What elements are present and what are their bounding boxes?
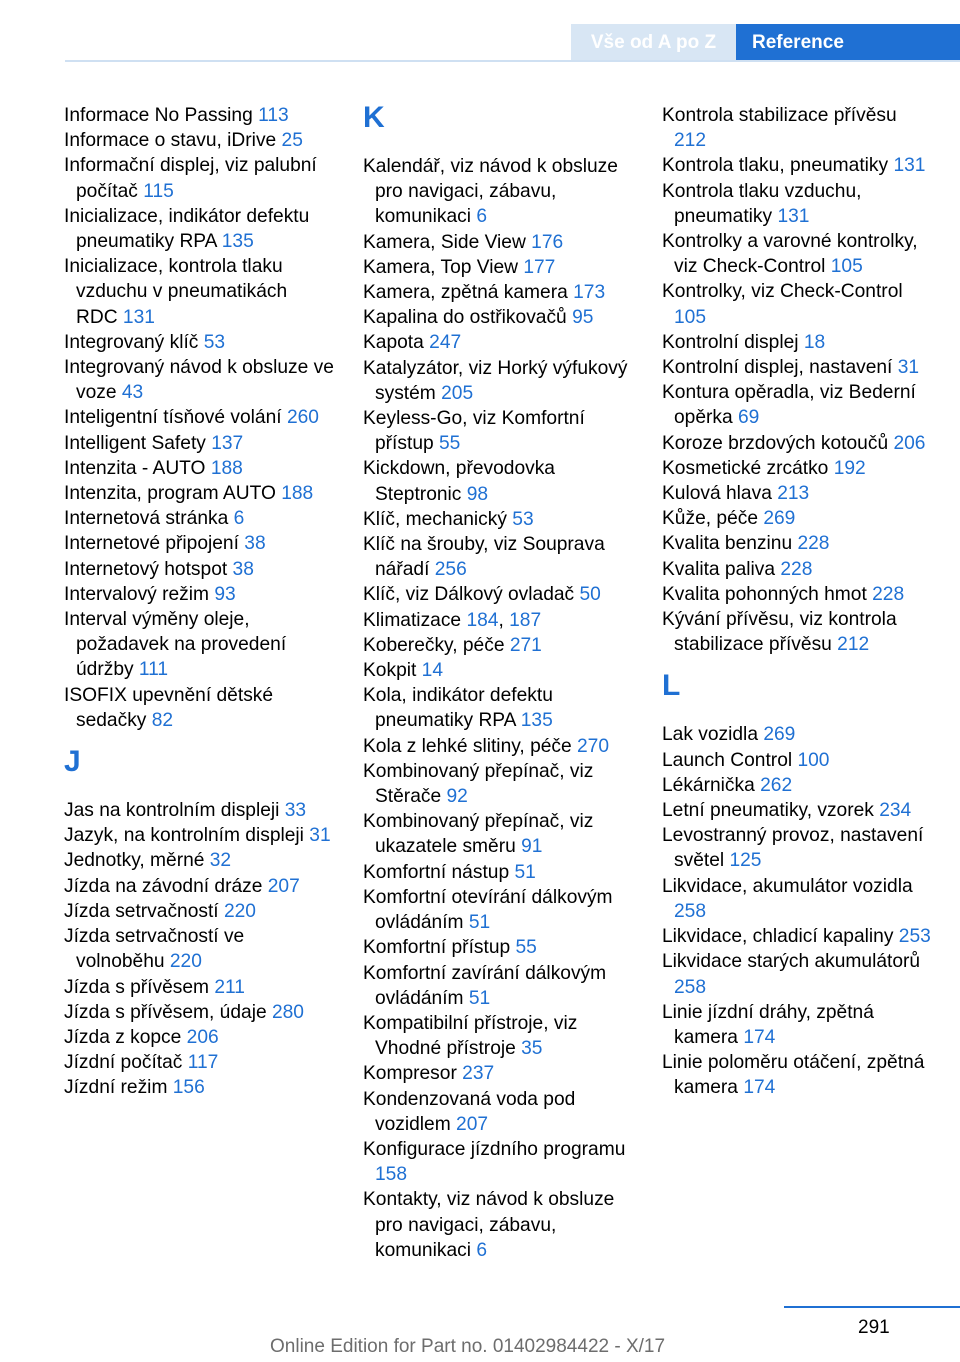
page-link[interactable]: 105 [674, 306, 707, 328]
index-term: Kontrolky, viz Check-Control [662, 281, 903, 303]
index-entry [363, 356, 633, 406]
index-entry [64, 924, 334, 974]
page-link[interactable]: 18 [803, 331, 826, 353]
index-term: Internetový hotspot [64, 558, 233, 580]
index-entry [662, 1050, 932, 1100]
page-link[interactable]: 50 [579, 584, 601, 606]
index-term: Kontura opěradla, viz Bederní opěrka [662, 382, 916, 429]
page-link[interactable]: 156 [172, 1077, 205, 1099]
page-link[interactable]: 188 [210, 457, 243, 479]
index-term: Informační displej, viz palubní počítač [64, 155, 317, 202]
index-term: Informace No Passing [64, 105, 259, 126]
index-entry [64, 481, 334, 506]
page-link[interactable]: 55 [515, 937, 537, 959]
index-letter-heading: K [363, 101, 385, 134]
index-entry [363, 935, 633, 960]
footer-rule [784, 1306, 960, 1308]
index-entry [662, 456, 932, 481]
page-link[interactable]: 131 [777, 205, 810, 227]
index-term: Jednotky, měrné [64, 850, 210, 872]
page-link[interactable]: 135 [221, 231, 254, 253]
header-bar [0, 0, 960, 62]
index-term: Kývání přívěsu, viz kontrola stabilizace přívěsu [662, 609, 897, 656]
page-link[interactable]: 228 [797, 533, 830, 555]
page-link[interactable]: 32 [209, 850, 232, 872]
index-entry [64, 103, 334, 128]
index-term: Keyless-Go, viz Komfortní přístup [363, 408, 585, 455]
index-entry [363, 582, 633, 607]
active-tab-reference[interactable]: Reference [736, 24, 960, 61]
index-entry [363, 406, 633, 456]
index-term: Jízda s přívěsem, údaje [64, 1001, 272, 1023]
index-term: ISOFIX upevnění dětské sedačky [64, 684, 274, 731]
index-term: Konfigurace jízdního programu [363, 1138, 626, 1160]
index-entry [662, 330, 932, 355]
index-entry [363, 456, 633, 506]
index-entry [662, 531, 932, 556]
index-entry [64, 431, 334, 456]
index-term: Jízda na závodní dráze [64, 875, 268, 897]
index-term: Klimatizace [363, 609, 467, 631]
index-term: Intenzita, program AUTO [64, 483, 282, 505]
index-entry [662, 481, 932, 506]
index-entry [662, 229, 932, 279]
index-entry [64, 683, 334, 733]
index-entry [64, 204, 334, 254]
index-entry [64, 607, 334, 683]
page-link[interactable]: 117 [187, 1052, 219, 1074]
section-tab[interactable]: Vše od A po Z [571, 24, 736, 61]
page-link[interactable]: 220 [223, 900, 256, 922]
page-number: 291 [858, 1317, 890, 1338]
index-entry [363, 1137, 633, 1187]
index-entry [363, 683, 633, 733]
page-link[interactable]: 158 [375, 1164, 408, 1186]
index-term: Intelligent Safety [64, 432, 212, 454]
page-link[interactable]: 187 [509, 609, 542, 631]
page-link[interactable]: 280 [271, 1001, 304, 1023]
page-link[interactable]: 115 [143, 180, 174, 202]
index-entry [662, 355, 932, 380]
page-link[interactable]: 270 [577, 735, 610, 757]
page-link[interactable]: 258 [674, 976, 707, 998]
index-term: Kontrolní displej [662, 331, 804, 353]
index-column-3 [662, 103, 932, 1101]
index-term: Levostranný provoz, nastavení světel [662, 825, 924, 872]
index-entry [363, 759, 633, 809]
page-link[interactable]: 91 [521, 836, 543, 858]
index-term: Klíč, viz Dálkový ovladač [363, 584, 580, 606]
index-column-2 [363, 103, 633, 1263]
index-entry [64, 128, 334, 153]
index-entry [662, 103, 932, 153]
page-link[interactable]: 14 [421, 660, 444, 682]
index-entry [64, 975, 334, 1000]
index-term: Jízdní počítač [64, 1052, 188, 1074]
index-entry [662, 722, 932, 747]
index-entry [363, 305, 633, 330]
page-link[interactable]: 6 [476, 1239, 487, 1261]
index-entry [64, 874, 334, 899]
page-link[interactable]: 212 [674, 130, 707, 152]
page-link[interactable]: 207 [456, 1113, 489, 1135]
index-letter-heading: J [64, 745, 81, 779]
index-entry [64, 582, 334, 607]
index-entry [64, 1025, 334, 1050]
index-entry [662, 179, 932, 229]
index-term: Kulová hlava [662, 483, 778, 505]
page-link[interactable]: 35 [521, 1038, 543, 1060]
edition-footer: Online Edition for Part no. 01402984422 - X/17 [270, 1336, 666, 1357]
index-term: Kalendář, viz návod k obsluze pro navigaci, zábavu, komunikaci [363, 156, 618, 228]
index-term: Intervalový režim [64, 583, 215, 605]
index-term: Kamera, Side View [363, 231, 532, 253]
page-link[interactable]: 55 [439, 433, 461, 455]
index-term: Kontrola stabilizace přívěsu [662, 105, 897, 126]
page-link[interactable]: 237 [462, 1063, 495, 1085]
index-term: Integrovaný návod k obsluze ve voze [64, 357, 334, 404]
index-entry [363, 608, 633, 633]
index-entry [363, 860, 633, 885]
page-link[interactable]: 260 [286, 407, 319, 429]
page-link[interactable]: 176 [531, 231, 564, 253]
index-entry [363, 658, 633, 683]
index-entry [662, 823, 932, 873]
section-gap [662, 657, 932, 671]
index-column-1 [64, 103, 334, 1101]
page-link[interactable]: 271 [509, 634, 542, 656]
page-link[interactable]: 113 [258, 105, 289, 126]
index-term: Inicializace, indikátor defektu pneumatiky RPA [64, 205, 310, 253]
page-link[interactable]: 125 [729, 850, 762, 872]
index-entry [363, 532, 633, 582]
index-term: Kompresor [363, 1063, 463, 1085]
page-link[interactable]: 177 [523, 256, 556, 278]
index-entry [363, 809, 633, 859]
index-term: Jízda setrvačností [64, 900, 224, 922]
page-link[interactable]: 174 [743, 1077, 776, 1099]
page-link[interactable]: 269 [763, 724, 796, 746]
index-term: Kontrola tlaku vzduchu, pneumatiky [662, 180, 862, 227]
index-entry [662, 380, 932, 430]
index-entry [363, 280, 633, 305]
page-link[interactable]: 98 [466, 483, 489, 505]
index-term: Komfortní nástup [363, 861, 515, 883]
index-term: Jazyk, na kontrolním displeji [64, 825, 310, 847]
index-entry [662, 1000, 932, 1050]
page-link[interactable]: 31 [897, 357, 920, 379]
page-link[interactable]: 174 [743, 1026, 776, 1048]
index-term: Internetové připojení [64, 533, 245, 555]
index-term: Linie poloměru otáčení, zpětná kamera [662, 1052, 925, 1099]
index-entry [662, 798, 932, 823]
index-entry [64, 1000, 334, 1025]
page-link[interactable]: 95 [572, 307, 594, 329]
index-term: Kvalita paliva [662, 558, 781, 580]
index-term: Kondenzovaná voda pod vozidlem [363, 1088, 576, 1135]
page-link[interactable]: 51 [514, 861, 536, 883]
index-entry [64, 254, 334, 330]
index-entry [363, 961, 633, 1011]
index-term: Kombinovaný přepínač, viz ukazatele směru [363, 811, 594, 858]
index-term: Kamera, Top View [363, 256, 524, 278]
index-entry [363, 1011, 633, 1061]
index-entry [363, 255, 633, 280]
index-entry [662, 279, 932, 329]
index-term: Inteligentní tísňové volání [64, 407, 287, 429]
page-link[interactable]: 111 [138, 659, 169, 681]
index-term: Jas na kontrolním displeji [64, 800, 285, 822]
header-rule [65, 60, 960, 62]
index-entry [363, 1187, 633, 1263]
index-term: Kamera, zpětná kamera [363, 282, 574, 304]
page-link[interactable]: 135 [520, 710, 553, 732]
section-gap [64, 733, 334, 747]
index-term: Linie jízdní dráhy, zpětná kamera [662, 1001, 874, 1048]
page-link[interactable]: 53 [512, 508, 534, 530]
index-entry [64, 153, 334, 203]
page-link[interactable]: 31 [309, 825, 331, 847]
index-term: Integrovaný klíč [64, 331, 204, 353]
index-term: Katalyzátor, viz Horký výfukový systém [363, 357, 628, 404]
index-term: Lak vozidla [662, 724, 764, 746]
page-link[interactable]: 192 [833, 457, 866, 479]
index-entry [662, 773, 932, 798]
page-link[interactable]: 100 [797, 749, 830, 771]
page-link[interactable]: 51 [468, 987, 491, 1009]
index-term: Kapota [363, 332, 430, 354]
page-link[interactable]: 220 [169, 951, 202, 973]
index-entry [64, 899, 334, 924]
index-term: Kůže, péče [662, 508, 764, 530]
page-link[interactable]: 131 [893, 155, 926, 177]
index-entry [662, 874, 932, 924]
page-link[interactable]: 51 [468, 912, 491, 934]
page-link[interactable]: 82 [151, 709, 174, 731]
page-link[interactable]: 253 [898, 926, 931, 948]
index-entry [64, 1075, 334, 1100]
page-link[interactable]: 92 [446, 786, 468, 808]
index-term: Koroze brzdových kotoučů [662, 432, 894, 454]
index-entry [662, 607, 932, 657]
index-entry [363, 885, 633, 935]
page-link[interactable]: 38 [244, 533, 266, 555]
index-term: Komfortní přístup [363, 937, 516, 959]
index-entry [662, 506, 932, 531]
page-link[interactable]: 93 [214, 583, 236, 605]
page-link[interactable]: 269 [763, 508, 796, 530]
index-term: Jízda z kopce [64, 1026, 187, 1048]
index-entry [64, 506, 334, 531]
index-term: Launch Control [662, 749, 798, 771]
index-term: Intenzita - AUTO [64, 457, 211, 479]
page-link[interactable]: 33 [284, 800, 307, 822]
index-term: Kontrolní displej, nastavení [662, 357, 898, 379]
page-link[interactable]: 207 [267, 875, 300, 897]
index-entry [662, 949, 932, 999]
page-link[interactable]: 247 [429, 332, 462, 354]
index-entry [363, 230, 633, 255]
index-term: Klíč, mechanický [363, 508, 513, 530]
index-term: Komfortní zavírání dálkovým ovládáním [363, 962, 607, 1009]
index-entry [64, 330, 334, 355]
index-entry [662, 748, 932, 773]
index-term: Interval výměny oleje, požadavek na provedení údržby [64, 609, 287, 681]
page-link[interactable]: 234 [879, 800, 912, 822]
index-entry [662, 557, 932, 582]
index-term: Kvalita pohonných hmot [662, 583, 873, 605]
index-term: Jízda setrvačností ve volnoběhu [64, 926, 245, 973]
page-separator: , [498, 609, 510, 631]
index-term: Kvalita benzinu [662, 533, 798, 555]
index-term: Letní pneumatiky, vzorek [662, 800, 880, 822]
index-entry [64, 557, 334, 582]
index-entry [64, 823, 334, 848]
index-term: Kompatibilní přístroje, viz Vhodné přístroje [363, 1012, 578, 1060]
page-link[interactable]: 25 [281, 130, 303, 152]
page-link[interactable]: 6 [476, 206, 487, 228]
index-entry [662, 924, 932, 949]
index-entry [64, 798, 334, 823]
index-entry [64, 1050, 334, 1075]
index-letter-heading: L [662, 669, 681, 703]
page-link[interactable]: 137 [211, 432, 244, 454]
index-entry [64, 531, 334, 556]
index-term: Kontakty, viz návod k obsluze pro navigaci, zábavu, komunikaci [363, 1189, 615, 1261]
index-term: Klíč na šrouby, viz Souprava nářadí [363, 534, 605, 581]
index-term: Internetová stránka [64, 508, 234, 530]
index-term: Kola z lehké slitiny, péče [363, 735, 578, 757]
index-entry [662, 431, 932, 456]
index-term: Inicializace, kontrola tlaku vzduchu v pneumatikách RDC [64, 256, 288, 328]
index-entry [64, 355, 334, 405]
index-entry [64, 848, 334, 873]
index-term: Kombinovaný přepínač, viz Stěrače [363, 760, 594, 808]
index-term: Koberečky, péče [363, 634, 510, 656]
page-link[interactable]: 205 [441, 382, 474, 404]
index-entry [363, 507, 633, 532]
index-term: Komfortní otevírání dálkovým ovládáním [363, 886, 613, 934]
page-link[interactable]: 105 [830, 256, 863, 278]
page-link[interactable]: 188 [281, 483, 314, 505]
index-entry [363, 734, 633, 759]
index-term: Kokpit [363, 660, 422, 682]
index-entry [363, 1061, 633, 1086]
index-term: Informace o stavu, iDrive [64, 130, 282, 152]
index-term: Likvidace starých akumulátorů [662, 951, 921, 973]
page-link[interactable]: 228 [780, 558, 813, 580]
page-link[interactable]: 262 [760, 774, 793, 796]
index-term: Kontrola tlaku, pneumatiky [662, 155, 894, 177]
page-link[interactable]: 69 [738, 407, 760, 429]
page-link[interactable]: 213 [777, 483, 810, 505]
index-entry [363, 154, 633, 230]
index-entry [363, 330, 633, 355]
index-entry [64, 456, 334, 481]
index-term: Kickdown, převodovka Steptronic [363, 458, 555, 505]
index-term: Kola, indikátor defektu pneumatiky RPA [363, 685, 553, 732]
index-entry [363, 1087, 633, 1137]
page-link[interactable]: 131 [122, 306, 155, 328]
index-term: Likvidace, akumulátor vozidla [662, 875, 913, 897]
page-link[interactable]: 228 [872, 583, 905, 605]
index-term: Kontrolky a varovné kontrolky, viz Check-Control [662, 231, 918, 278]
index-entry [363, 633, 633, 658]
page-link[interactable]: 38 [232, 558, 254, 580]
index-term: Lékárnička [662, 774, 761, 796]
page-link[interactable]: 53 [203, 331, 226, 353]
index-entry [64, 405, 334, 430]
index-term: Jízda s přívěsem [64, 976, 215, 998]
page-link[interactable]: 258 [674, 900, 707, 922]
index-entry [662, 582, 932, 607]
page-link[interactable]: 211 [214, 976, 245, 998]
index-term: Likvidace, chladicí kapaliny [662, 926, 899, 948]
page-link[interactable]: 43 [121, 382, 144, 404]
page-link[interactable]: 173 [573, 282, 606, 304]
page-link[interactable]: 6 [233, 508, 245, 530]
index-term: Jízdní režim [64, 1077, 173, 1099]
page-link[interactable]: 212 [837, 634, 870, 656]
page-link[interactable]: 206 [893, 432, 926, 454]
page-link[interactable]: 256 [434, 559, 467, 581]
index-term: Kosmetické zrcátko [662, 457, 834, 479]
page-link[interactable]: 184 [466, 609, 499, 631]
page-link[interactable]: 206 [186, 1026, 219, 1048]
index-term: Kapalina do ostřikovačů [363, 307, 573, 329]
index-entry [662, 153, 932, 178]
